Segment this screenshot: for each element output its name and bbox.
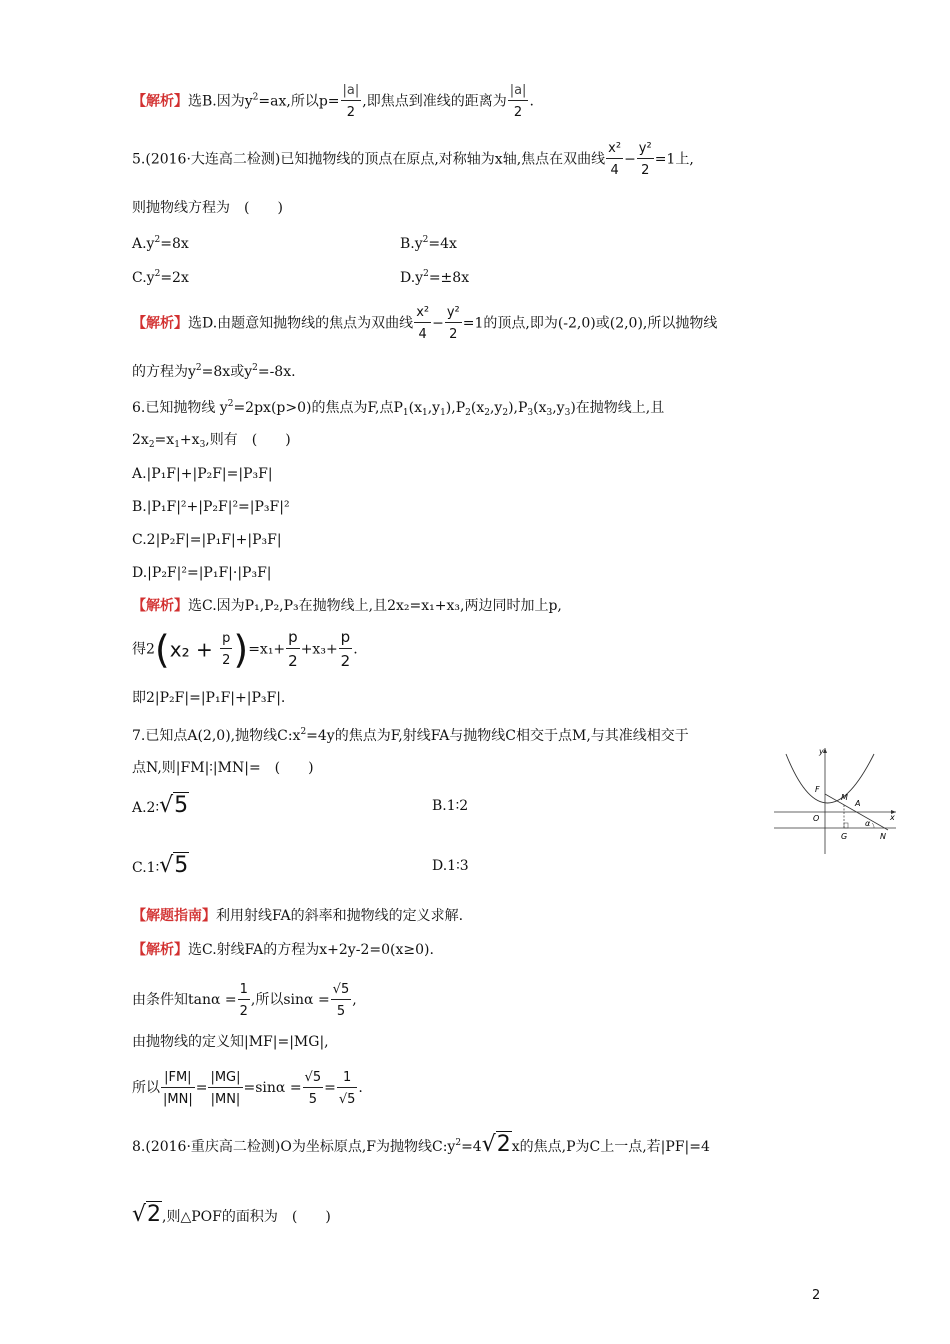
q6-stem-2: $2x_2=x_1+x_3$,则有 ( ): [132, 432, 291, 450]
point-N-label: N: [880, 832, 886, 841]
fraction: $\frac{|MG|}{|MN|}$: [210, 1069, 241, 1107]
q5-solution: 【解析】选D.由题意知抛物线的焦点为双曲线 $\frac{\text{x²}}{4}$ − $\frac{\text{y²}}{2}$ =1的顶点,即为(-2,0)或(2,0),所以抛物线: [132, 305, 718, 342]
q6-option-b: B.|P₁F|²+|P₂F|²=|P₃F|²: [132, 499, 290, 515]
q8-stem-2: √2,则△POF的面积为 ( ): [132, 1202, 331, 1227]
q5-option-c: $C.y^2=2x$: [132, 269, 189, 286]
q5-stem: 5.(2016·大连高二检测)已知抛物线的顶点在原点,对称轴为x轴,焦点在双曲线 $\frac{\text{x²}}{4}$ − $\frac{\text{y²}}{2}$ =1上,: [132, 141, 694, 178]
q7-guide: 【解题指南】利用射线FA的斜率和抛物线的定义求解.: [132, 908, 464, 924]
point-F-label: F: [815, 785, 820, 794]
y-axis-label: y: [819, 747, 824, 756]
q5-option-a: $A.y^2=8x$: [132, 235, 189, 252]
point-M-label: M: [841, 793, 848, 802]
q6-solution-2: 得2(x₂ + $\frac{p}{2}$ )=x₁+ $\frac{p}{2}$ +x₃+ $\frac{p}{2}$ .: [132, 627, 358, 672]
fraction: $\frac{\text{y²}}{2}$: [446, 305, 460, 342]
q7-option-a: A.2∶√5: [132, 793, 189, 818]
angle-alpha-label: α: [865, 819, 871, 828]
q7-option-b: B.1∶2: [432, 798, 469, 814]
sqrt: √2: [481, 1132, 511, 1157]
fraction: $\frac{p}{2}$: [288, 628, 298, 670]
q7-solution-3: 由抛物线的定义知|MF|=|MG|,: [132, 1034, 329, 1050]
q8-stem: 8.(2016·重庆高二检测)O为坐标原点,F为抛物线$C:y^2=4√2x$的焦点,P为C上一点,若|PF|=4: [132, 1132, 710, 1157]
origin-O-label: O: [813, 814, 820, 823]
fraction: $\frac{\text{y²}}{2}$: [638, 141, 652, 178]
fraction: $\frac{|a|}{2}$: [509, 83, 527, 120]
x-axis-label: x: [890, 813, 895, 822]
fraction: $\frac{|FM|}{|MN|}$: [163, 1069, 193, 1107]
sqrt: √5: [159, 853, 189, 878]
q6-stem: 6.已知抛物线 $y^2=2px(p>0)$的焦点为F,点$P_1(x_1,y_1),P_2(x_2,y_2),P_3(x_3,y_3)$在抛物线上,且: [132, 399, 665, 418]
q7-stem-2: 点N,则|FM|∶|MN|= ( ): [132, 760, 314, 776]
jiexi-tag: 【解析】: [132, 93, 188, 110]
fraction: $\frac{p}{2}$: [222, 631, 231, 668]
q5-option-b: $B.y^2=4x$: [400, 235, 457, 252]
q7-solution-4: 所以 $\frac{|FM|}{|MN|}$ = $\frac{|MG|}{|MN|}$ =sinα = $\frac{√5}{5}$ = $\frac{1}{√5}$ .: [132, 1069, 363, 1107]
q7-solution-2: 由条件知tanα = $\frac{1}{2}$ ,所以sinα = $\frac{√5}{5}$ ,: [132, 981, 357, 1019]
fraction: $\frac{1}{2}$: [239, 981, 248, 1019]
q5-stem-2: 则抛物线方程为 ( ): [132, 200, 283, 216]
page-number: 2: [812, 1288, 821, 1303]
point-G-label: G: [841, 832, 848, 841]
q5-option-d: $D.y^2=\pm 8x$: [400, 269, 470, 286]
q5-solution-2: 的方程为$y^2=8x$或$y^2=-8x$.: [132, 363, 296, 380]
q6-option-c: C.2|P₂F|=|P₁F|+|P₃F|: [132, 532, 282, 548]
q4-solution: 【解析】选B.因为$y^2=ax$,所以p= $\frac{|a|}{2}$ ,即焦点到准线的距离为 $\frac{|a|}{2}$ .: [132, 83, 534, 120]
q6-solution: 【解析】选C.因为P₁,P₂,P₃在抛物线上,且2x₂=x₁+x₃,两边同时加上p,: [132, 598, 562, 614]
point-A-label: A: [855, 799, 861, 808]
q7-solution: 【解析】选C.射线FA的方程为x+2y-2=0(x≥0).: [132, 942, 434, 958]
q6-solution-3: 即2|P₂F|=|P₁F|+|P₃F|.: [132, 690, 286, 706]
q7-stem: 7.已知点A(2,0),抛物线$C:x^2=4y$的焦点为F,射线FA与抛物线C相交于点M,与其准线相交于: [132, 727, 689, 744]
sqrt: √2: [132, 1202, 162, 1227]
fraction: $\frac{√5}{5}$: [304, 1069, 322, 1107]
q7-option-d: D.1∶3: [432, 858, 469, 874]
fraction: $\frac{\text{x²}}{4}$: [416, 305, 430, 342]
fraction: $\frac{√5}{5}$: [332, 981, 350, 1019]
fraction: $\frac{p}{2}$: [340, 628, 351, 670]
parabola-figure: [770, 744, 900, 856]
q6-option-a: A.|P₁F|+|P₂F|=|P₃F|: [132, 466, 273, 482]
fraction: $\frac{1}{√5}$: [338, 1069, 356, 1107]
fraction: $\frac{\text{x²}}{4}$: [608, 141, 622, 178]
q6-option-d: D.|P₂F|²=|P₁F|·|P₃F|: [132, 565, 272, 581]
q7-option-c: C.1∶√5: [132, 853, 189, 878]
fraction: $\frac{|a|}{2}$: [342, 83, 360, 120]
sqrt: √5: [159, 793, 189, 818]
